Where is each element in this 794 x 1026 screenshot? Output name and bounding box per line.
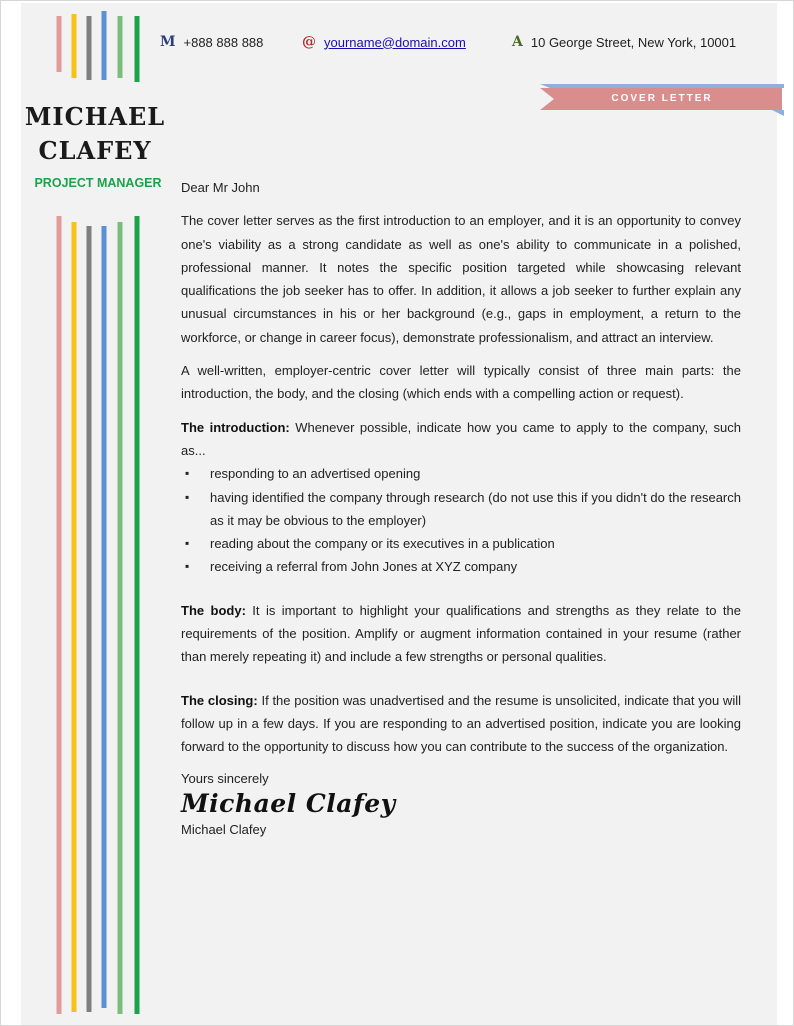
- banner-accent: [540, 84, 784, 88]
- contact-email: [302, 34, 466, 50]
- list-item: ▪ having identified the company through research (do not use this if you didn't do the research as it may be obvious to the employer): [181, 486, 741, 533]
- body-label: The body:: [181, 602, 246, 618]
- paragraph-structure: A well-written, employer-centric cover letter will typically consist of three main parts: the introduction, the body, and the closing (which ends with a compelling action or request).: [181, 363, 741, 402]
- list-item: ▪ receiving a referral from John Jones at XYZ company: [181, 555, 741, 578]
- name-last: CLAFEY: [38, 136, 152, 165]
- paragraph-introduction: [181, 416, 741, 463]
- paragraph-intro: The cover letter serves as the first introduction to an employer, and it is an opportunity to convey one's viability as a strong candidate as well as one's ability to communicate in a polished, professional manner. It notes the specific position targeted while showcasing relevant qualifications the job seeker has to offer. In addition, it allows a job seeker to further explain any unusual circumstances in his or her background (e.g., gaps in employment, a return to the workforce, or change in career focus), demonstrate professionalism, and attract an interview.: [181, 213, 741, 345]
- closing-text: If the position was unadvertised and the resume is unsolicited, indicate that you will follow up in a few days. If you are responding to an advertised position, indicate you are looking forward to the opportunity to discuss how you can contribute to the success of the organization.: [181, 692, 741, 755]
- introduction-label: The introduction:: [181, 419, 290, 435]
- phone-icon: M: [160, 34, 176, 50]
- name-first: MICHAEL: [24, 102, 166, 131]
- address-icon: A: [512, 34, 523, 50]
- phone-value: +888 888 888: [183, 34, 264, 50]
- paragraph-closing: [181, 689, 741, 759]
- introduction-list: [181, 462, 741, 578]
- contact-address: [512, 34, 736, 50]
- paragraph-body: [181, 599, 741, 669]
- email-icon: @: [302, 34, 316, 50]
- list-item: ▪ responding to an advertised opening: [181, 462, 741, 485]
- contact-phone: [160, 34, 263, 50]
- introduction-text: Whenever possible, indicate how you came to apply to the company, such as...: [181, 419, 741, 458]
- address-value: 10 George Street, New York, 10001: [530, 34, 737, 50]
- top-stripes: [59, 11, 137, 82]
- body-text: It is important to highlight your qualifications and strengths as they relate to the requirements of the position. Amplify or augment information contained in your resume (rather than merely repeating it) and include a few strengths or personal qualities.: [181, 602, 741, 665]
- closing-label: The closing:: [181, 692, 258, 708]
- signed-name: Michael Clafey: [181, 821, 267, 837]
- email-link[interactable]: yourname@domain.com: [324, 34, 466, 50]
- banner-fold: [772, 110, 784, 116]
- signoff: Yours sincerely: [181, 770, 269, 786]
- job-title: PROJECT MANAGER: [34, 176, 162, 190]
- salutation: Dear Mr John: [181, 180, 260, 195]
- list-item: ▪ reading about the company or its executives in a publication: [181, 532, 741, 555]
- letter-body: [181, 176, 741, 841]
- bottom-stripes: [59, 216, 137, 1014]
- signature: Michael Clafey: [181, 788, 396, 818]
- banner-label: COVER LETTER: [611, 93, 713, 104]
